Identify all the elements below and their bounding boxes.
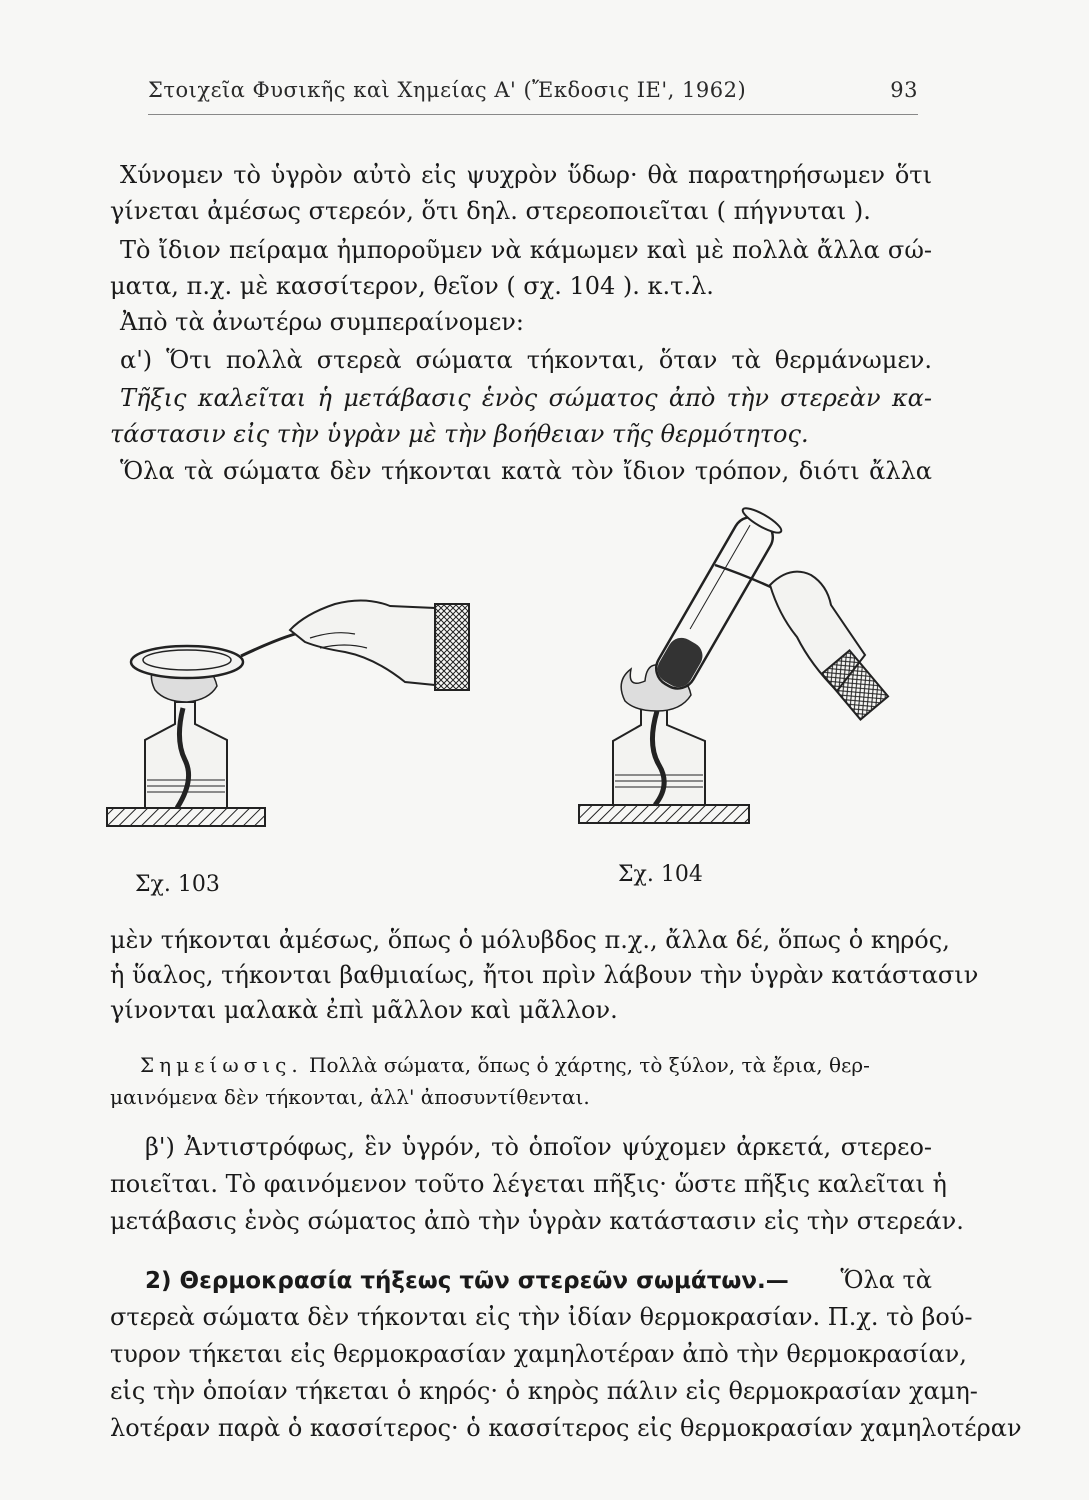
- text-line: λοτέραν παρὰ ὁ κασσίτερος· ὁ κασσίτερος εἰς θερμοκρασίαν χαμηλοτέραν: [110, 1414, 1022, 1442]
- note-label: Σημείωσις.: [140, 1053, 303, 1077]
- note-line: μαινόμενα δὲν τήκονται, ἀλλ' ἀποσυντίθενται.: [110, 1085, 590, 1109]
- text-line: στερεὰ σώματα δὲν τήκονται εἰς τὴν ἰδίαν θερμοκρασίαν. Π.χ. τὸ βού-: [110, 1303, 973, 1331]
- page-number: 93: [890, 78, 918, 102]
- header-rule: [148, 114, 918, 115]
- running-title: Στοιχεῖα Φυσικῆς καὶ Χημείας Α' (Ἔκδοσις ΙΕ', 1962): [148, 78, 747, 102]
- note-line: [110, 1050, 932, 1080]
- text-line: Χύνομεν τὸ ὑγρὸν αὐτὸ εἰς ψυχρὸν ὕδωρ· θὰ παρατηρήσωμεν ὅτι: [120, 161, 932, 189]
- text-line: ποιεῖται. Τὸ φαινόμενον τοῦτο λέγεται πῆξις· ὥστε πῆξις καλεῖται ἡ: [110, 1170, 947, 1198]
- text-line: ματα, π.χ. μὲ κασσίτερον, θεῖον ( σχ. 104 ). κ.τ.λ.: [110, 272, 714, 300]
- text-line: εἰς τὴν ὁποίαν τήκεται ὁ κηρός· ὁ κηρὸς πάλιν εἰς θερμοκρασίαν χαμη-: [110, 1377, 978, 1405]
- text-line: τυρον τήκεται εἰς θερμοκρασίαν χαμηλοτέραν ἀπὸ τὴν θερμοκρασίαν,: [110, 1340, 967, 1368]
- figure-103-illustration: [105, 590, 475, 835]
- running-head: [148, 78, 918, 102]
- figure-104-caption: Σχ. 104: [618, 862, 703, 887]
- section-heading-rest: Ὅλα τὰ: [840, 1266, 932, 1294]
- section-heading-line: [110, 1265, 932, 1296]
- text-line: μὲν τήκονται ἀμέσως, ὅπως ὁ μόλυβδος π.χ., ἄλλα δέ, ὅπως ὁ κηρός,: [110, 926, 950, 954]
- definition-line: Τῆξις καλεῖται ἡ μετάβασις ἑνὸς σώματος ἀπὸ τὴν στερεὰν κα-: [120, 384, 932, 412]
- text-line: γίνεται ἀμέσως στερεόν, ὅτι δηλ. στερεοποιεῖται ( πήγνυται ).: [110, 197, 871, 225]
- section-heading: 2) Θερμοκρασία τήξεως τῶν στερεῶν σωμάτων.—: [145, 1268, 789, 1294]
- figure-103-caption: Σχ. 103: [135, 872, 220, 897]
- text-line: α') Ὅτι πολλὰ στερεὰ σώματα τήκονται, ὅταν τὰ θερμάνωμεν.: [120, 346, 932, 374]
- text-line: μετάβασις ἑνὸς σώματος ἀπὸ τὴν ὑγρὰν κατάστασιν εἰς τὴν στερεάν.: [110, 1207, 964, 1235]
- text-line: β') Ἀντιστρόφως, ἓν ὑγρόν, τὸ ὁποῖον ψύχομεν ἀρκετά, στερεο-: [145, 1133, 932, 1161]
- text-line: Ὅλα τὰ σώματα δὲν τήκονται κατὰ τὸν ἴδιον τρόπον, διότι ἄλλα: [120, 457, 932, 485]
- text-line: γίνονται μαλακὰ ἐπὶ μᾶλλον καὶ μᾶλλον.: [110, 996, 618, 1024]
- text-line: Τὸ ἴδιον πείραμα ἠμποροῦμεν νὰ κάμωμεν καὶ μὲ πολλὰ ἄλλα σώ-: [120, 236, 932, 264]
- figure-104-illustration: [575, 505, 900, 825]
- note-text: Πολλὰ σώματα, ὅπως ὁ χάρτης, τὸ ξύλον, τὰ ἔρια, θερ-: [309, 1053, 870, 1077]
- text-line: ἡ ὕαλος, τήκονται βαθμιαίως, ἤτοι πρὶν λάβουν τὴν ὑγρὰν κατάστασιν: [110, 961, 979, 989]
- text-line: Ἀπὸ τὰ ἀνωτέρω συμπεραίνομεν:: [120, 308, 524, 336]
- definition-line: τάστασιν εἰς τὴν ὑγρὰν μὲ τὴν βοήθειαν τῆς θερμότητος.: [110, 420, 809, 448]
